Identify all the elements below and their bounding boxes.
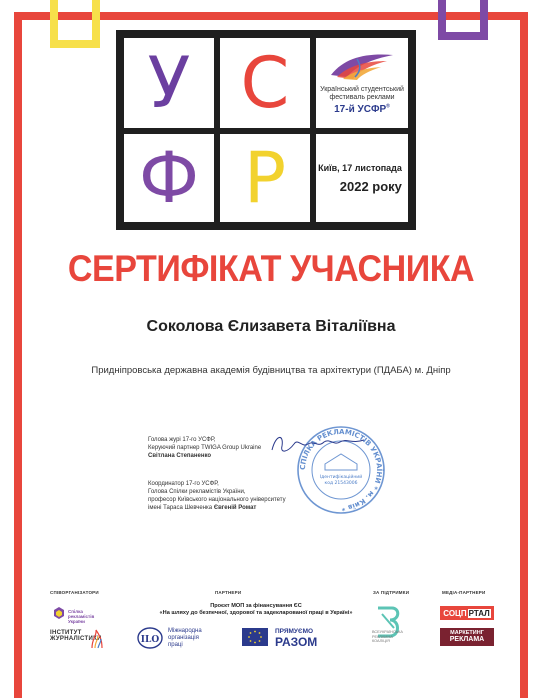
svg-text:ILO: ILO: [140, 635, 160, 645]
marketing-advertising-logo: [440, 628, 494, 646]
ilo-line3: праці: [168, 642, 183, 649]
festival-line1: Український студентський: [320, 85, 404, 93]
partners-strip: [30, 590, 512, 660]
coalition-line2: РЕКЛАМНА: [372, 634, 393, 639]
jury-role-2: Керуючий партнер TWIGA Group Ukraine: [148, 445, 262, 452]
coalition-logo-text: [372, 630, 403, 644]
institute-flame-icon: [90, 628, 104, 650]
logo-letter-s: С: [240, 42, 290, 124]
yellow-square-decoration: [50, 0, 100, 48]
coordinator-name: Євгеній Ромат: [213, 505, 257, 512]
coalition-line3: КОАЛІЦІЯ: [372, 639, 390, 644]
festival-line2: фестиваль реклами: [329, 93, 395, 101]
socportal-part1: СОЦП: [443, 608, 467, 618]
event-date-cell: [316, 134, 408, 222]
logo-letter-u: У: [147, 42, 191, 124]
union-advertisers-logo-icon: [52, 606, 66, 620]
logo-cell-r: [220, 134, 310, 222]
recipient-institution: Придніпровська державна академія будівництва та архітектури (ПДАБА) м. Дніпр: [91, 365, 451, 376]
logo-letter-f: Ф: [138, 137, 200, 219]
support-label: ЗА ПІДТРИМКИ: [373, 590, 410, 595]
stamp-center-2: код 21543006: [324, 481, 358, 486]
stamp-ring-text: СПІЛКА РЕКЛАМІСТІВ УКРАЇНИ * м. Київ *: [298, 427, 384, 513]
coalition-line1: ВСЕУКРАЇНСЬКА: [372, 630, 403, 634]
socportal-logo: [440, 606, 494, 620]
coord-role-3: професор Київського національного університету: [148, 497, 286, 504]
coord-role-2: Голова Спілки рекламістів України,: [148, 489, 246, 496]
stamp-center-1: Ідентифікаційний: [319, 475, 363, 480]
jury-role-1: Голова журі 17-го УСФР,: [148, 437, 216, 443]
ilo-line2: організація: [168, 635, 199, 642]
certificate-title: СЕРТИФІКАТ УЧАСНИКА: [67, 248, 475, 289]
socportal-part2: РТАЛ: [468, 608, 490, 618]
logo-cell-f: [124, 134, 214, 222]
razom-logo-line1: ПРЯМУЄМО: [275, 628, 314, 635]
purple-square-decoration: [438, 0, 488, 40]
recipient-name: Соколова Єлизавета Віталіївна: [146, 318, 396, 335]
project-line2: «На шляху до безпечної, здорової та задекларованої праці в Україні»: [159, 610, 353, 617]
eu-flag-icon: [242, 628, 268, 646]
project-caption: [142, 603, 370, 618]
coordinator-signature-block: [148, 480, 318, 512]
journalism-institute-logo: ІНСТИТУТ ЖУРНАЛІСТИКИ: [50, 630, 102, 642]
project-line1: Проєкт МОП за фінансування ЄС: [210, 603, 302, 609]
festival-wing-icon: [327, 51, 397, 81]
media-label: МЕДІА-ПАРТНЕРИ: [442, 590, 486, 595]
registered-mark: ®: [386, 103, 390, 110]
ilo-line1: Міжнародна: [168, 628, 202, 634]
event-year: 2022 року: [339, 178, 402, 194]
partners-label: ПАРТНЕРИ: [215, 590, 242, 595]
logo-cell-u: [124, 38, 214, 128]
event-date: Київ, 17 листопада: [318, 162, 402, 173]
coord-role-4: імені Тараса Шевченка: [148, 505, 213, 512]
ilo-logo-text: [168, 628, 202, 650]
razom-logo-line2: РАЗОМ: [275, 635, 318, 649]
mr-line2: РЕКЛАМА: [449, 636, 485, 644]
jury-name: Світлана Степаненко: [148, 453, 212, 460]
coord-role-1: Координатор 17-го УСФР,: [148, 481, 219, 487]
usfr-logo-grid: [116, 30, 416, 230]
logo-letter-r: Р: [243, 137, 287, 219]
festival-badge: [316, 38, 408, 128]
coorganizers-label: СПІВОРГАНІЗАТОРИ: [50, 590, 99, 595]
ilo-logo-icon: [136, 626, 164, 650]
festival-edition: 17-й УСФР: [334, 103, 387, 115]
mr-line1: МАРКЕТИНГ: [450, 630, 484, 636]
logo-cell-s: [220, 38, 310, 128]
signature-scribble: [268, 430, 368, 460]
union-advertisers-logo: Спілка рекламістів України: [68, 609, 95, 624]
